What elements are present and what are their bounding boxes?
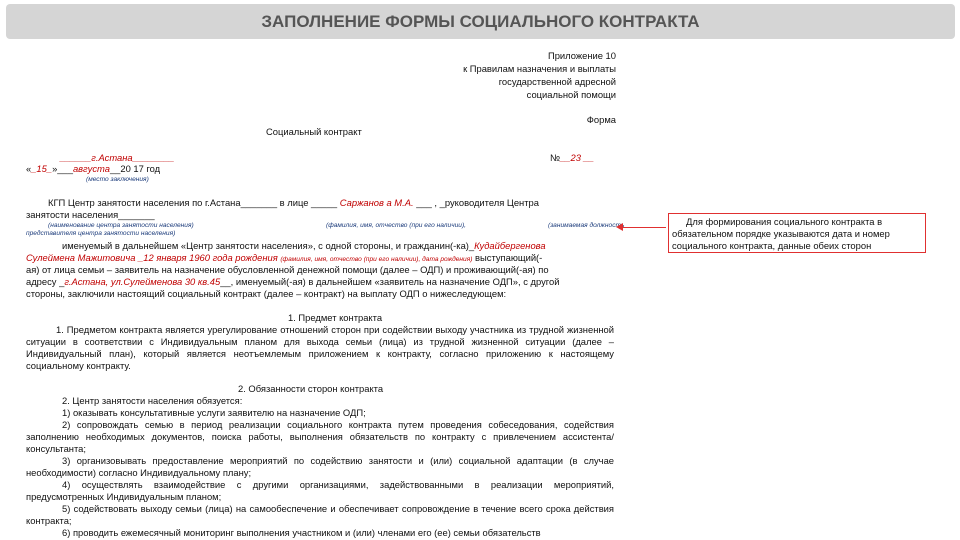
- date-month: августа: [72, 163, 110, 174]
- appendix-block: [463, 49, 616, 101]
- section2-item: 5) содействовать выходу семьи (лица) на самообеспечение и обеспечивает сопровождение в течение всего срока действия контракта;: [26, 503, 614, 526]
- intro-line-7: стороны, заключили настоящий социальный контракт (далее – контракт) на выплату ОДП о нижеследующем:: [26, 288, 507, 299]
- intro-line-3: именуемый в дальнейшем «Центр занятости населения», с одной стороны, и гражданин(-ка)_Кудайбергенова: [62, 240, 546, 251]
- date-year: __20 17 год: [109, 163, 161, 174]
- slide-title: ЗАПОЛНЕНИЕ ФОРМЫ СОЦИАЛЬНОГО КОНТРАКТА: [261, 12, 700, 31]
- date-day: _15_: [31, 163, 53, 174]
- section2-item: 2. Центр занятости населения обязуется:: [62, 395, 243, 406]
- caption-name: (фамилия, имя, отчество (при его наличии),: [326, 222, 466, 229]
- appendix-line: Приложение 10: [547, 50, 616, 61]
- intro-line-4: Сулейменa Мажитовича _12 января 1960 года рождения (фамилия, имя, отчество (при его наличии), дата рождения) выступающий(-: [26, 252, 543, 263]
- appendix-line: к Правилам назначения и выплаты: [463, 63, 616, 74]
- section2-item: 4) осуществлять взаимодействие с другими организациями, задействованными в реализации мероприятий, предусмотренных Индивидуальным планом;: [26, 479, 614, 502]
- place-line: ______г.Астана________: [60, 152, 175, 163]
- form-label: Форма: [586, 114, 616, 125]
- representative-name: Саржанов а М.А.: [339, 197, 414, 208]
- date-line: «_15_»___августа__20 17 год: [26, 163, 161, 174]
- citizen-name-birth: Сулейменa Мажитовича _12 января 1960 года рождения: [26, 252, 278, 263]
- place-caption: (место заключения): [86, 176, 149, 183]
- appendix-line: социальной помощи: [526, 89, 616, 100]
- callout-line: обязательном порядке указываются дата и номер: [672, 228, 890, 239]
- callout-line: социального контракта, данные обеих сторон: [672, 240, 872, 251]
- intro-line-6: адресу _г.Астана, ул.Сулейменова 30 кв.45__, именуемый(-ая) в дальнейшем «заявитель на назначение ОДП», с другой: [26, 276, 560, 287]
- intro-line-5: ая) от лица семьи – заявитель на назначение обусловленной денежной помощи (далее – ОДП) и проживающий(-ая) по: [26, 264, 549, 275]
- callout-arrow-icon: [616, 223, 623, 231]
- section2-item: 3) организовывать предоставление мероприятий по содействию занятости и (или) социальной адаптации (в случае необходимости) согласно Индивидуальному плану;: [26, 455, 614, 478]
- section2-heading: 2. Обязанности сторон контракта: [238, 383, 384, 394]
- caption-position: (занимаемая должность: [548, 222, 625, 229]
- contract-title: Социальный контракт: [266, 126, 362, 137]
- intro-line-1: КГП Центр занятости населения по г.Астана_______ в лице _____ Саржанов а М.А. ___ , _руководителя Центра: [48, 197, 539, 208]
- callout-arrow-line: [618, 227, 666, 228]
- caption-representative: представителя центра занятости населения): [26, 230, 176, 237]
- contract-number: №__23 __: [550, 152, 594, 163]
- citizen-surname: Кудайбергенова: [474, 240, 546, 251]
- appendix-line: государственной адресной: [498, 76, 616, 87]
- callout-note: [668, 213, 926, 253]
- section2-item: 1) оказывать консультативные услуги заявителю на назначение ОДП;: [62, 407, 366, 418]
- citizen-address: г.Астана, ул.Сулейменова 30 кв.45: [64, 276, 221, 287]
- section2-item: 2) сопровождать семью в период реализации социального контракта путем проведения собеседования, содействия заполнению необходимых документов, поиска работы, выполнения обязательств по контракту с привлечением ассистента/консультанта;: [26, 419, 614, 454]
- section1-text: 1. Предметом контракта является урегулирование отношений сторон при содействии выходу участника из трудной жизненной ситуации в соответствии с Индивидуальным планом для выхода семьи (лица) из трудной жизненной ситуации (далее – Индивидуальный план), который является неотъемлемым приложением к контракту, согласно приложению к настоящему социальному контракту.: [26, 324, 614, 371]
- section1-heading: 1. Предмет контракта: [288, 312, 383, 323]
- intro-line-2: занятости населения_______: [26, 209, 155, 220]
- callout-line: Для формирования социального контракта в: [686, 216, 883, 227]
- section2-item: 6) проводить ежемесячный мониторинг выполнения участником и (или) членами его (ее) семьи обязательств: [62, 527, 541, 538]
- caption-center: (наименование центра занятости населения): [48, 222, 194, 229]
